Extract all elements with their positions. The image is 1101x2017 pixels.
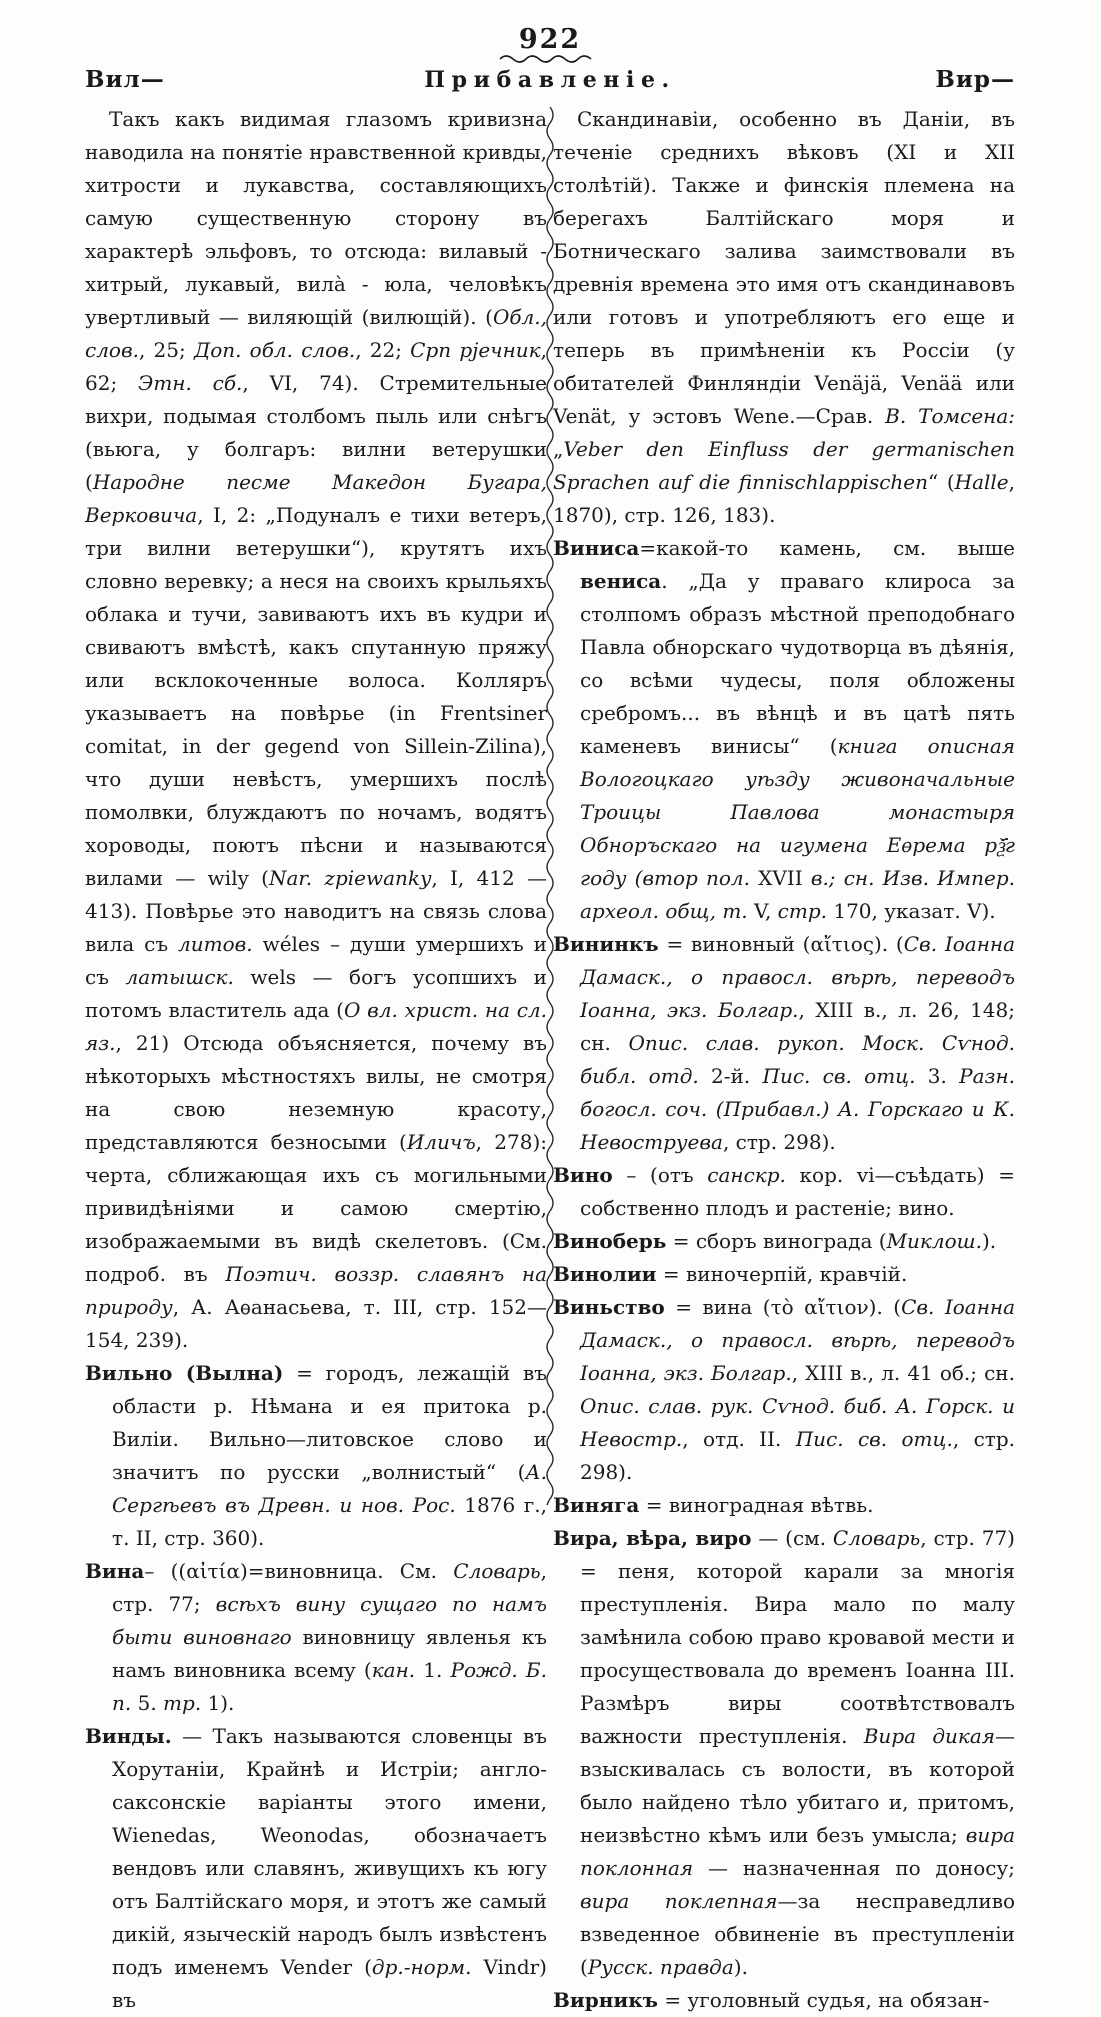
citation-text: Пис. св. отц.	[762, 1064, 916, 1088]
citation-text: в.; сн. Изв. Импер. археол. общ, т.	[580, 866, 1015, 923]
body-text: , стр. 298).	[722, 1130, 836, 1154]
citation-text: Разн. богосл. соч. (Прибавл.) А. Горскаго и К. Невоструева	[580, 1064, 1015, 1154]
body-text: —взыскивалась съ волости, въ которой было найдено тѣло убитаго и, притомъ, неизвѣстно кѣмъ или безъ умысла;	[580, 1724, 1016, 1847]
citation-text: Обл., слов.	[85, 305, 547, 362]
body-text: , I, 2: „Подуналъ е тихи ветеръ, три вилни ветерушки“), крутятъ ихъ словно веревку; а неся на своихъ крыльяхъ облака и тучи, завиваютъ ихъ въ кудри и свиваютъ вмѣстѣ, какъ спутанную пряжу или всклокоченные волоса. Колляръ указываетъ на повѣрье (in Frentsiner comitat, in der gegend von Sillein-Zilina), что души невѣстъ, умершихъ послѣ помолвки, блуждаютъ по ночамъ, водятъ хороводы, поютъ пѣсни и называются вилами — wily (	[85, 503, 547, 890]
body-text: , 62;	[85, 338, 547, 395]
citation-text: О вл. христ. на сл. яз.	[85, 998, 547, 1055]
text-columns	[85, 103, 1015, 2017]
body-text: 3.	[915, 1064, 960, 1088]
body-text: , 21) Отсюда объясняется, почему въ нѣкоторыхъ мѣстностяхъ вилы, не смотря на свою неземную красоту, представляются безносыми (	[85, 1031, 547, 1154]
body-text: , стр. 77) = пеня, которой карали за многія преступленія. Вира мало по малу замѣнила собою право кровавой мести и просуществовала до временъ Іоанна III. Размѣръ виры соотвѣтствовалъ важности преступленія.	[580, 1526, 1015, 1748]
citation-text: Halle	[954, 470, 1009, 494]
body-text: „	[553, 437, 564, 461]
citation-text: Словарь	[453, 1559, 541, 1583]
dictionary-entry	[553, 1225, 1015, 1258]
headword: Вильно (Вылна)	[85, 1361, 284, 1385]
headword: Вирникъ	[553, 1988, 658, 2012]
body-text: 5.	[131, 1691, 164, 1715]
body-text: , XIII в., л. 26, 148; сн.	[580, 998, 1015, 1055]
citation-text: Пис. св. отц.	[795, 1427, 953, 1451]
dictionary-entry	[553, 928, 1015, 1159]
citation-text: Народне песме Македон Бугара, Верковича	[85, 470, 547, 527]
body-text: — назначенная по доносу;	[693, 1856, 1015, 1880]
body-text: , 22;	[355, 338, 411, 362]
body-text: – ((αἰτία)=виновница. См.	[144, 1559, 454, 1583]
continuation-paragraph	[85, 103, 547, 1357]
page-header	[85, 26, 1015, 64]
body-text: 2-й.	[698, 1064, 763, 1088]
body-text: , 25;	[138, 338, 194, 362]
citation-text: литов.	[178, 932, 253, 956]
headword: Вининкъ	[553, 932, 659, 956]
right-column	[553, 103, 1015, 2017]
citation-text: Срп рјечник	[410, 338, 541, 362]
body-text: =какой-то камень, см. выше	[639, 536, 1015, 560]
body-text: wels — богъ усопшихъ и потомъ властитель ада (	[85, 965, 547, 1022]
citation-text: Св. Іоанна Дамаск., о правосл. вѣрѣ, переводъ Іоанна, экз. Болгар.	[580, 1295, 1015, 1385]
body-text: 1).	[201, 1691, 235, 1715]
citation-text: В. Томсена:	[885, 404, 1015, 428]
body-text: 1.	[415, 1658, 451, 1682]
headword: Вира, вѣра, виро	[553, 1526, 752, 1550]
citation-text: Русск. правда	[587, 1955, 734, 1979]
citation-text: др.-норм.	[371, 1955, 472, 1979]
citation-text: Миклош.	[886, 1229, 982, 1253]
citation-text: Nar. zpiewanky	[268, 866, 432, 890]
body-text: Такъ какъ видимая глазомъ кривизна наводила на понятіе нравственной кривды, хитрости и лукавства, составляющихъ самую существенную сторону въ характерѣ эльфовъ, то отсюда: вилавый - хитрый, лукавый, вила̀ - юла, человѣкъ увертливый — виляющій (вилющій). (	[85, 107, 547, 329]
continuation-paragraph	[553, 103, 1015, 532]
body-text: = городъ, лежащій въ области р. Нѣмана и ея притока р. Виліи. Вильно—литовское слово и значитъ по русски „волнистый“ (	[112, 1361, 547, 1484]
headword: Вина	[85, 1559, 145, 1583]
dictionary-entry	[553, 1291, 1015, 1489]
citation-text: Этн. сб.	[138, 371, 243, 395]
body-text: 1876 г., т. II, стр. 360).	[112, 1493, 547, 1550]
body-text: = уголовный судья, на обязан-	[657, 1988, 990, 2012]
body-text: V,	[747, 899, 778, 923]
citation-text: Поэтич. воззр. славянъ на природу	[85, 1262, 547, 1319]
dictionary-entry	[553, 532, 1015, 928]
headword: Виноберь	[553, 1229, 667, 1253]
body-text: , 278): черта, сближающая ихъ съ могильными привидѣніями и самою смертію, изображаемыми въ видѣ скелетовъ. (См. подроб. въ	[85, 1130, 548, 1286]
body-text: = виновный (αἴτιος). (	[658, 932, 904, 956]
body-text: = сборъ винограда (	[666, 1229, 887, 1253]
body-text: , стр. 77;	[112, 1559, 547, 1616]
citation-text: кан.	[371, 1658, 416, 1682]
citation-text: Доп. обл. слов.	[193, 338, 356, 362]
body-text: = виночерпій, кравчій.	[656, 1262, 908, 1286]
citation-text: стр.	[777, 899, 827, 923]
running-head	[85, 66, 1015, 93]
dictionary-entry	[85, 1720, 547, 2017]
citation-text: вира поклепная	[580, 1889, 778, 1913]
body-text: , 1870), стр. 126, 183).	[553, 470, 1015, 527]
citation-text: Veber den Einfluss der germanischen Sprachen auf die finnischlappischen	[553, 437, 1015, 494]
body-text: – (отъ	[612, 1163, 708, 1187]
body-text: , XIII в., л. 41 об.; сн.	[791, 1361, 1015, 1385]
dictionary-entry	[553, 1522, 1015, 1984]
dictionary-entry	[85, 1555, 547, 1720]
citation-text: тр.	[163, 1691, 202, 1715]
body-text: , I, 412 — 413). Повѣрье это наводитъ на связь слова вила съ	[85, 866, 547, 956]
dictionary-entry	[553, 1984, 1015, 2017]
headword: Виньство	[553, 1295, 665, 1319]
headword: Винолии	[553, 1262, 657, 1286]
dictionary-entry	[553, 1489, 1015, 1522]
body-text: , стр. 298).	[580, 1427, 1015, 1484]
citation-text: вира поклонная	[580, 1823, 1015, 1880]
body-text: , А. Аѳанасьева, т. III, стр. 152—154, 239).	[85, 1295, 547, 1352]
headword: Виниса	[553, 536, 640, 560]
body-text: XVII	[750, 866, 811, 890]
body-text: Скандинавіи, особенно въ Даніи, въ теченіе среднихъ вѣковъ (XI и XII столѣтій). Также и финскія племена на берегахъ Балтійскаго моря и Ботническаго залива заимствовали въ древнія времена это имя отъ скандинавовъ или готовъ и употребляютъ его еще и теперь въ примѣненіи къ Россіи (у обитателей Финляндіи Venäjä, Venää или Venät, у эстовъ Wene.—Срав.	[553, 107, 1015, 428]
body-text: виновницу явленья къ намъ виновника всему (	[112, 1625, 548, 1682]
headword: Виняга	[553, 1493, 640, 1517]
dictionary-entry	[85, 1357, 547, 1555]
dictionary-entry	[553, 1258, 1015, 1291]
citation-text: Вира дикая	[863, 1724, 996, 1748]
running-head-right-catchword: Вир—	[935, 66, 1015, 93]
citation-text: Иличъ	[406, 1130, 476, 1154]
body-text: , отд. II.	[682, 1427, 796, 1451]
dictionary-entry	[553, 1159, 1015, 1225]
body-text: = виноградная вѣтвь.	[639, 1493, 874, 1517]
body-text: Vindr) въ	[112, 1955, 547, 2012]
page-number: 922	[518, 24, 582, 55]
running-head-left-catchword: Вил—	[85, 66, 165, 93]
body-text: wéles – души умершихъ и съ	[85, 932, 547, 989]
body-text: ).	[733, 1955, 748, 1979]
citation-text: санскр.	[707, 1163, 786, 1187]
citation-text: Св. Іоанна Дамаск., о правосл. вѣрѣ, переводъ Іоанна, экз. Болгар.	[580, 932, 1016, 1022]
body-text: кор. vi—съѣдать) = собственно плодъ и растеніе; вино.	[580, 1163, 1015, 1220]
citation-text: Опис. слав. рукоп. Моск. Сѵнод. библ. отд.	[580, 1031, 1015, 1088]
column-divider-squiggle	[543, 105, 557, 1505]
citation-text: книга описная Вологоцкаго уѣзду живоначальные Троицы Павлова монастыря Обноръскаго на игумена Еѳрема рѯ҃г году (втор пол.	[580, 734, 1016, 890]
citation-text: Опис. слав. рук. Сѵнод. биб. А. Горск. и Невостр.	[580, 1394, 1015, 1451]
body-text: 170, указат. V).	[827, 899, 996, 923]
page-number-underline-squiggle	[498, 54, 602, 64]
left-column	[85, 103, 547, 2017]
headword: Вино	[553, 1163, 613, 1187]
body-text: , VI, 74). Стремительные вихри, подымая столбомъ пыль или снѣгъ (вьюга, у болгаръ: вилни ветерушки (	[85, 371, 548, 494]
headword: Винды.	[85, 1724, 172, 1748]
body-text: —за несправедливо взведенное обвиненіе въ преступленіи (	[580, 1889, 1015, 1979]
citation-text: Рожд. Б. п.	[112, 1658, 547, 1715]
citation-text: Словарь	[832, 1526, 921, 1550]
citation-text: всѣхъ вину сущаго по намъ быти виновнаго	[112, 1592, 547, 1649]
headword: вениса	[580, 569, 662, 593]
citation-text: А. Сергѣевъ въ Древн. и нов. Рос.	[112, 1460, 547, 1517]
body-text: ).	[981, 1229, 997, 1253]
citation-text: латышск.	[125, 965, 234, 989]
body-text: “ (	[928, 470, 955, 494]
body-text: — (см.	[751, 1526, 833, 1550]
running-head-title: Прибавленіе.	[424, 67, 676, 93]
body-text: . „Да у праваго клироса за столпомъ образъ мѣстной преподобнаго Павла обнорскаго чудотворца въ дѣянія, со всѣми чудесы, поля обложены сребромъ... въ вѣнцѣ и въ цатѣ пять каменевъ винисы“ (	[580, 569, 1015, 758]
body-text: = вина (τὸ αἴτιον). (	[664, 1295, 902, 1319]
body-text: — Такъ называются словенцы въ Хорутаніи, Крайнѣ и Истріи; англо-саксонскіе варіанты этого имени, Wienedas, Weonodas, обозначаетъ вендовъ или славянъ, живущихъ къ югу отъ Балтійскаго моря, и этотъ же самый дикій, языческій народъ былъ извѣстенъ подъ именемъ Vender (	[112, 1724, 547, 1979]
